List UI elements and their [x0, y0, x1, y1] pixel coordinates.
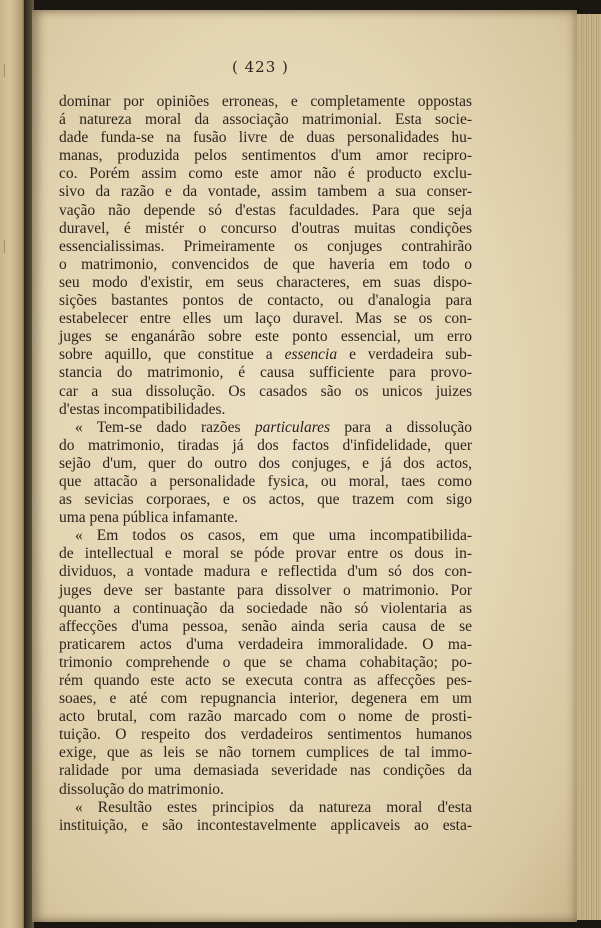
text-line: soaes, e até com repugnancia interior, degenera em um: [59, 690, 472, 708]
text-line: « Resultão estes principios da natureza moral d'esta: [75, 798, 472, 816]
text-line: praticarem actos d'uma verdadeira immoralidade. O ma-: [59, 635, 472, 653]
text-line: exige, que as leis se não tornem cumplices de tal immo-: [59, 744, 472, 762]
text-line: juges se enganárão sobre este ponto essencial, um erro: [59, 328, 472, 346]
text-segment: « Tem-se dado razões: [75, 418, 255, 436]
text-line: estabelecer entre elles um laço duravel. Mas se os con-: [59, 310, 472, 328]
text-line: sejão d'um, quer do outro dos conjuges, e já dos actos,: [59, 454, 472, 472]
text-line: de intellectual e moral se póde provar entre os dous in-: [59, 545, 472, 563]
text-line: essencialissimas. Primeiramente os conjuges contrahirão: [59, 237, 472, 255]
text-line: quanto a continuação da sociedade não só violentaria as: [59, 599, 472, 617]
text-line: acto brutal, com razão marcado com o nome de prosti-: [59, 708, 472, 726]
text-line: [59, 346, 472, 364]
text-line: o matrimonio, convencidos de que haveria em todo o: [59, 255, 472, 273]
text-line: d'estas incompatibilidades.: [59, 400, 226, 418]
page-number: ( 423 ): [232, 58, 289, 76]
text-line: do matrimonio, tiradas já dos factos d'infidelidade, quer: [59, 436, 472, 454]
left-page-edge: [0, 0, 26, 928]
text-line: trimonio comprehende o que se chama cohabitação; po-: [59, 653, 472, 671]
text-line: á natureza moral da associação matrimonial. Esta socie-: [59, 111, 472, 129]
body-text: [59, 93, 472, 835]
text-line: stancia do matrimonio, é causa sufficiente para provo-: [59, 364, 472, 382]
text-line: as sevicias corporaes, e os actos, que trazem com sigo: [59, 491, 472, 509]
text-line: dividuos, a vontade madura e reflectida d'um só dos con-: [59, 563, 472, 581]
text-line: rém quando este acto se executa contra as affecções pes-: [59, 672, 472, 689]
text-segment: para a dissolução: [330, 418, 472, 436]
text-line: dade funda-se na fusão livre de duas personalidades hu-: [59, 129, 472, 147]
text-line: « Em todos os casos, em que uma incompatibilida-: [75, 527, 472, 545]
left-page-ghost-mark: |: [2, 238, 7, 254]
text-line: vação não depende só d'estas faculdades. Para que seja: [59, 201, 472, 219]
text-line: sivo da razão e da vontade, assim tambem a sua conser-: [59, 183, 472, 201]
text-line: manas, produzida pelos sentimentos d'um amor recipro-: [59, 147, 472, 165]
text-segment: sobre aquillo, que constitue a: [59, 346, 285, 364]
text-line: affecções d'uma pessoa, senão ainda seria causa de se: [59, 617, 472, 635]
text-line: dominar por opiniões erroneas, e completamente oppostas: [59, 93, 472, 110]
italic-word: particulares: [254, 418, 331, 436]
page-stack-edges: [577, 14, 601, 920]
text-line: sições bastantes pontos de contacto, ou d'analogia para: [59, 292, 472, 310]
text-line: duravel, é mistér o concurso d'outras muitas condições: [59, 219, 472, 237]
text-line: que attacão a personalidade fysica, ou moral, taes como: [59, 472, 472, 490]
text-line: dissolução do matrimonio.: [59, 780, 224, 798]
text-segment: e verdadeira sub-: [337, 346, 472, 364]
text-line: ralidade por uma demasiada severidade nas condições da: [59, 762, 472, 780]
text-line: car a sua dissolução. Os casados são os unicos juizes: [59, 382, 472, 400]
text-line: instituição, e são incontestavelmente applicaveis ao esta-: [59, 816, 472, 834]
text-line: juges deve ser bastante para dissolver o matrimonio. Por: [59, 581, 472, 599]
text-line: uma pena pública infamante.: [59, 509, 239, 527]
text-line: [59, 419, 472, 437]
left-page-ghost-mark: |: [2, 62, 7, 78]
text-line: tuição. O respeito dos verdadeiros sentimentos humanos: [59, 726, 472, 744]
text-line: seu modo d'existir, em seus characteres, em suas dispo-: [59, 273, 472, 291]
italic-word: essencia: [284, 346, 338, 364]
text-line: co. Porém assim como este amor não é producto exclu-: [59, 165, 472, 183]
